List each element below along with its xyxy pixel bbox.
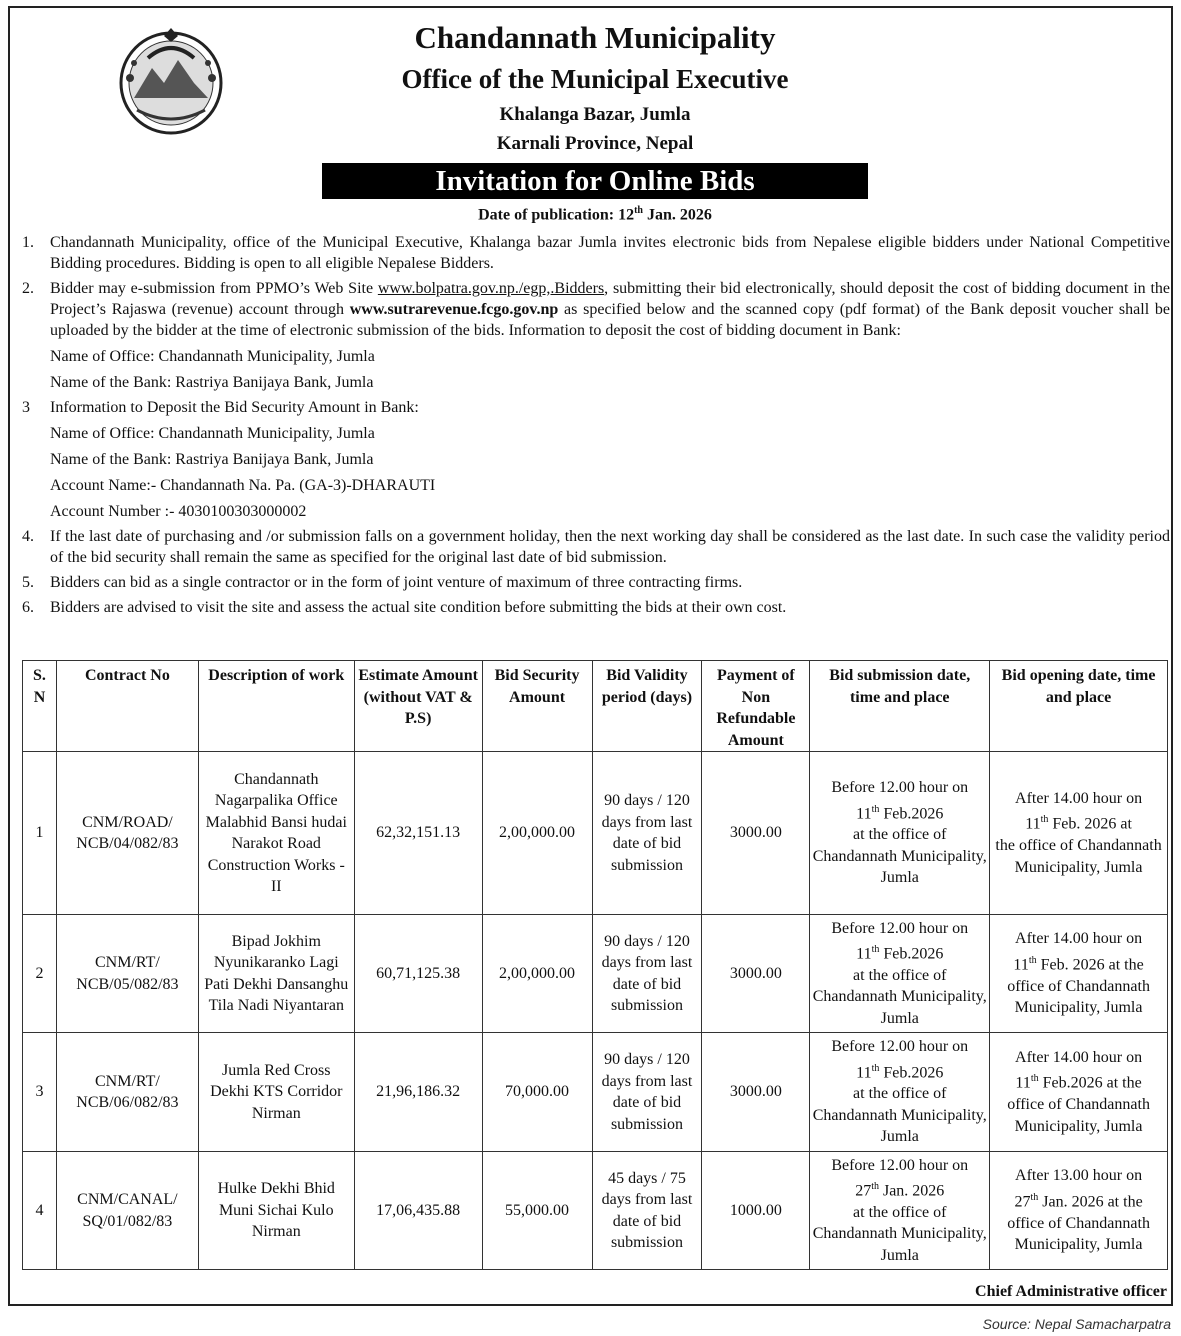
col-bid-security: Bid Security Amount xyxy=(482,661,592,752)
cell-security: 70,000.00 xyxy=(482,1033,592,1152)
cell-validity: 45 days / 75 days from last date of bid submission xyxy=(592,1152,702,1270)
cell-sn: 1 xyxy=(23,752,57,915)
cell-submission: Before 12.00 hour on 11th Feb.2026 at the office of Chandannath Municipality, Jumla xyxy=(810,752,990,915)
clause-6: 6. Bidders are advised to visit the site and assess the actual site condition before submitting the bids at their own cost. xyxy=(22,599,787,616)
bids-table xyxy=(22,660,1168,1270)
col-description: Description of work xyxy=(198,661,354,752)
cell-validity: 90 days / 120 days from last date of bid submission xyxy=(592,1033,702,1152)
cell-estimate: 21,96,186.32 xyxy=(354,1033,482,1152)
cell-opening: After 13.00 hour on 27th Jan. 2026 at the office of Chandannath Municipality, Jumla xyxy=(990,1152,1168,1270)
notice-body xyxy=(22,232,1170,618)
address-line: Khalanga Bazar, Jumla xyxy=(499,104,691,125)
table-row xyxy=(23,1033,1168,1152)
cell-payment: 3000.00 xyxy=(702,1033,810,1152)
municipality-name: Chandannath Municipality xyxy=(414,20,776,55)
cell-submission: Before 12.00 hour on 11th Feb.2026 at the office of Chandannath Municipality, Jumla xyxy=(810,1033,990,1152)
cell-sn: 3 xyxy=(23,1033,57,1152)
clause-2-office: Name of Office: Chandannath Municipality, Jumla xyxy=(50,348,375,365)
clause-1: 1. Chandannath Municipality, office of the Municipal Executive, Khalanga bazar Jumla invites electronic bids from Nepalese eligible bidders under National Competitive Bidding procedures. Bidding is open to all eligible Nepalese Bidders. xyxy=(22,234,1170,272)
col-bid-validity: Bid Validity period (days) xyxy=(592,661,702,752)
source-credit: Source: Nepal Samacharpatra xyxy=(982,1316,1171,1332)
clause-3-account-number: Account Number :- 4030100303000002 xyxy=(50,503,307,520)
cell-validity: 90 days / 120 days from last date of bid submission xyxy=(592,752,702,915)
cell-security: 2,00,000.00 xyxy=(482,915,592,1033)
cell-contract: CNM/CANAL/ SQ/01/082/83 xyxy=(56,1152,198,1270)
cell-sn: 4 xyxy=(23,1152,57,1270)
col-opening: Bid opening date, time and place xyxy=(990,661,1168,752)
clause-2-bank: Name of the Bank: Rastriya Banijaya Bank, Jumla xyxy=(50,374,374,391)
cell-desc: Bipad Jokhim Nyunikaranko Lagi Pati Dekhi Dansanghu Tila Nadi Niyantaran xyxy=(198,915,354,1033)
clause-4: 4. If the last date of purchasing and /or submission falls on a government holiday, then the next working day shall be considered as the last date. In such case the validity period of the bid security shall remain the same as specified for the original last date of bid submission. xyxy=(22,528,1170,566)
publication-date: Date of publication: 12th Jan. 2026 xyxy=(478,205,712,224)
clause-3-office: Name of Office: Chandannath Municipality, Jumla xyxy=(50,425,375,442)
col-sn: S. N xyxy=(23,661,57,752)
cell-submission: Before 12.00 hour on 27th Jan. 2026 at the office of Chandannath Municipality, Jumla xyxy=(810,1152,990,1270)
col-estimate: Estimate Amount (without VAT & P.S) xyxy=(354,661,482,752)
table-row xyxy=(23,1152,1168,1270)
cell-payment: 3000.00 xyxy=(702,752,810,915)
province-line: Karnali Province, Nepal xyxy=(496,133,694,154)
cell-contract: CNM/RT/ NCB/06/082/83 xyxy=(56,1033,198,1152)
clause-5: 5. Bidders can bid as a single contractor or in the form of joint venture of maximum of three contracting firms. xyxy=(22,574,743,591)
notice-title: Invitation for Online Bids xyxy=(322,163,868,199)
nepal-emblem-icon xyxy=(112,28,230,138)
table-header-row xyxy=(23,661,1168,752)
cell-security: 2,00,000.00 xyxy=(482,752,592,915)
col-payment: Payment of Non Refundable Amount xyxy=(702,661,810,752)
sutrarevenue-link[interactable]: www.sutrarevenue.fcgo.gov.np xyxy=(349,301,559,318)
cell-opening: After 14.00 hour on 11th Feb.2026 at the office of Chandannath Municipality, Jumla xyxy=(990,1033,1168,1152)
clause-3-bank: Name of the Bank: Rastriya Banijaya Bank, Jumla xyxy=(50,451,374,468)
bolpatra-link[interactable]: www.bolpatra.gov.np./egp,.Bidders xyxy=(377,280,605,297)
cell-payment: 3000.00 xyxy=(702,915,810,1033)
cell-validity: 90 days / 120 days from last date of bid submission xyxy=(592,915,702,1033)
cell-contract: CNM/RT/ NCB/05/082/83 xyxy=(56,915,198,1033)
col-submission: Bid submission date, time and place xyxy=(810,661,990,752)
table-row xyxy=(23,915,1168,1033)
cell-security: 55,000.00 xyxy=(482,1152,592,1270)
cell-submission: Before 12.00 hour on 11th Feb.2026 at the office of Chandannath Municipality, Jumla xyxy=(810,915,990,1033)
clause-2: 2. Bidder may e-submission from PPMO’s Web Site www.bolpatra.gov.np./egp,.Bidders, submitting their bid electronically, should deposit the cost of bidding document in the Project’s Rajaswa (revenue) account through www.sutrarevenue.fcgo.gov.np as specified below and the scanned copy (pdf format) of the Bank deposit voucher shall be uploaded by the bidder at the time of electronic submission of the bids. Information to deposit the cost of bidding document in Bank: xyxy=(22,280,1170,339)
cell-desc: Jumla Red Cross Dekhi KTS Corridor Nirman xyxy=(198,1033,354,1152)
cell-opening: After 14.00 hour on 11th Feb. 2026 at the office of Chandannath Municipality, Jumla xyxy=(990,915,1168,1033)
signoff: Chief Administrative officer xyxy=(975,1283,1167,1300)
cell-opening: After 14.00 hour on 11th Feb. 2026 at the office of Chandannath Municipality, Jumla xyxy=(990,752,1168,915)
cell-payment: 1000.00 xyxy=(702,1152,810,1270)
clause-3: 3 Information to Deposit the Bid Security Amount in Bank: xyxy=(22,399,419,416)
cell-desc: Chandannath Nagarpalika Office Malabhid Bansi hudai Narakot Road Construction Works - II xyxy=(198,752,354,915)
cell-estimate: 60,71,125.38 xyxy=(354,915,482,1033)
table-row xyxy=(23,752,1168,915)
cell-estimate: 62,32,151.13 xyxy=(354,752,482,915)
cell-contract: CNM/ROAD/ NCB/04/082/83 xyxy=(56,752,198,915)
cell-estimate: 17,06,435.88 xyxy=(354,1152,482,1270)
office-name: Office of the Municipal Executive xyxy=(401,64,789,94)
cell-sn: 2 xyxy=(23,915,57,1033)
clause-3-account-name: Account Name:- Chandannath Na. Pa. (GA-3)-DHARAUTI xyxy=(50,477,436,494)
cell-desc: Hulke Dekhi Bhid Muni Sichai Kulo Nirman xyxy=(198,1152,354,1270)
col-contract-no: Contract No xyxy=(56,661,198,752)
